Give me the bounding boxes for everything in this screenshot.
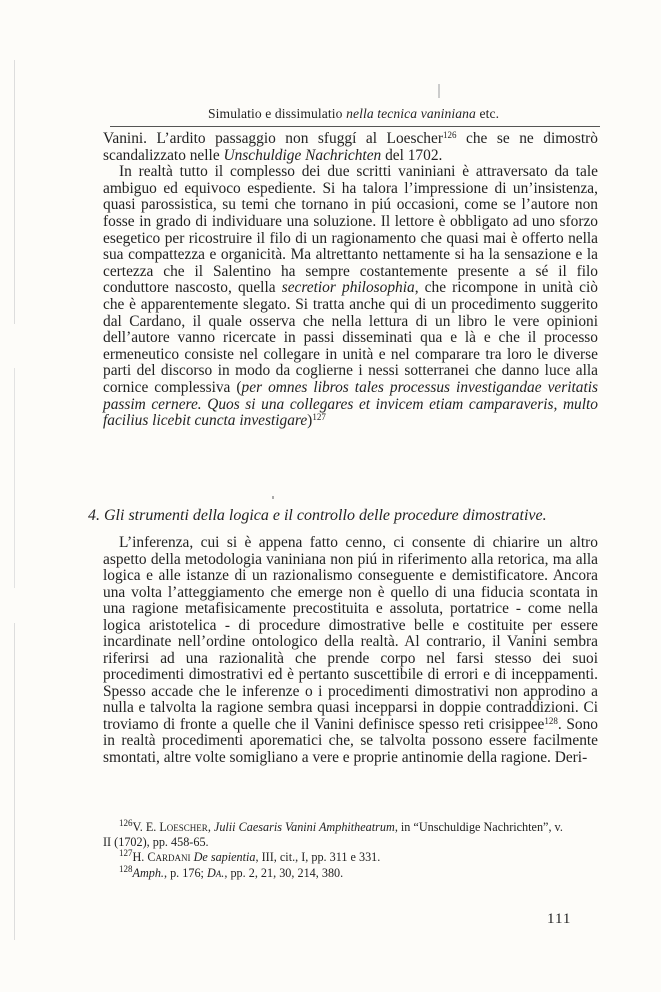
footnote-author: V. E. Loescher [132,820,208,834]
running-head [208,106,518,122]
text-run: L’inferenza, cui si è appena fatto cenno, ci consente di chiarire un altro aspetto della metodologia vaniniana non piú in riferimento alla retorica, ma alla logica e alle istanze di un razionalismo conseguente e demistificatore. Ancora una volta l’atteggiamento che emerge non è quello di una fiducia scontata in una ragione metafisicamente precostituita e assoluta, portatrice - come nella logica aristotelica - di procedure dimostrative belle e costituite per essere incardinate nell’ordine ontologico della realtà. Al contrario, il Vanini sembra riferirsi ad una razionalità che prende corpo nel farsi stesso dei suoi procedimenti dimostrativi ed è pertanto suscettibile di errori e di inceppamenti. Spesso accade che le inferenze o i procedimenti dimostrativi non approdino a nulla e talvolta la ragione sembra quasi incepparsi in doppie contraddizioni. Ci troviamo di fronte a quelle che il Vanini definisce spesso reti crisippee [103,534,598,733]
scan-smudge [272,496,274,499]
paragraph-3 [103,535,598,766]
text-run: che se ne dimostrò scandalizzato nelle [103,130,598,164]
running-head-italic: nella tecnica vaniniana [346,106,476,121]
footnote-127 [103,850,573,865]
section-number: 4. [88,507,100,524]
text-run: In realtà tutto il complesso dei due scritti vaniniani è attraversato da tale ambiguo ed equivoco espediente. Si ha talora l’impressione di un’insistenza, quasi parossistica, su temi che tornano in piú occasioni, come se l’autore non fosse in grado di individuare una soluzione. Il lettore è obbligato ad uno sforzo esegetico per ricostruire il filo di un ragionamento che quasi mai è offerto nella sua compattezza e organicità. Ma altrettanto nettamente si ha la sensazione e la certezza che il Salentino ha sempre costantemente presente a sé il filo conduttore nascosto, quella [103,163,598,297]
body-text-bottom [103,535,598,766]
footnote-rest: , p. 176; [163,865,207,880]
footnote-author: H. Cardani [132,850,191,865]
text-run: . Sono in realtà procedimenti aporematici che, se talvolta possono essere facilmente smontati, altre volte somigliano a vere e proprie antinomie della ragione. Deri- [103,715,598,766]
footnote-marker: 127 [119,848,133,859]
running-head-plain: Simulatio e dissimulatio [208,106,347,121]
footnotes [103,820,573,881]
text-run: Vanini. L’ardito passaggio non sfuggí al Loescher [103,130,443,147]
paragraph-1 [103,131,598,164]
footnote-title: Da. [206,865,225,880]
footnote-title: De sapientia [193,850,256,865]
paragraph-2 [103,164,598,430]
footnote-title: Julii Caesaris Vanini Amphitheatrum [213,820,395,834]
page-number: 111 [547,911,572,927]
footnote-rest: , III, cit., I, pp. 311 e 331. [255,850,381,865]
footnote-ref-128: 128 [544,715,558,726]
text-run: ) [307,412,313,430]
body-text-top [103,131,598,430]
footnote-ref-126: 126 [442,130,457,140]
footnote-marker: 128 [119,863,133,874]
text-run: , che ricompone in unità ciò che è apparentemente slegato. Si tratta anche qui di un procedimento suggerito dal Cardano, il quale osserva che nella lettura di un libro le vere opinioni dell’autore vanno ricercate in passi disseminati qua e là e che il processo ermeneutico consiste nel collegare in unità e nel comparare tra loro le diverse parti del discorso in modo da coglierne i nessi sotterranei che danno luce alla cornice complessiva ( [103,279,598,396]
section-heading [88,507,588,525]
footnote-128 [103,863,573,881]
footnote-ref-127: 127 [312,412,326,423]
italic-run: Unschuldige Nachrichten [223,146,382,164]
section-title: Gli strumenti della logica e il controllo delle procedure dimostrative. [100,507,547,524]
scan-smudge [438,84,440,98]
italic-quote: per omnes libros tales processus investigandae veritatis passim cernere. Quos si una collegares et invicem etiam camparaveris, multo facilius licebit cuncta investigare [103,378,599,430]
footnote-rest: , in “Unschuldige Nachrichten”, v. II (1702), pp. 458-65. [103,820,563,850]
footnote-title: Amph. [132,865,164,880]
running-head-tail: etc. [475,106,500,121]
header-rule [110,126,600,127]
footnote-rest: , pp. 2, 21, 30, 214, 380. [224,865,344,880]
scan-edge-artifact [14,60,15,940]
text-run: del 1702. [381,146,443,164]
footnote-marker: 126 [119,818,133,828]
italic-run: secretior philosophia [281,279,415,297]
footnote-126: $^{126}$V. E. Loescher, Julii Caesaris Vanini Amphitheatrum, in “Unschuldige Nachrichten”, v. II (1702), pp. 458-65. [103,818,563,850]
